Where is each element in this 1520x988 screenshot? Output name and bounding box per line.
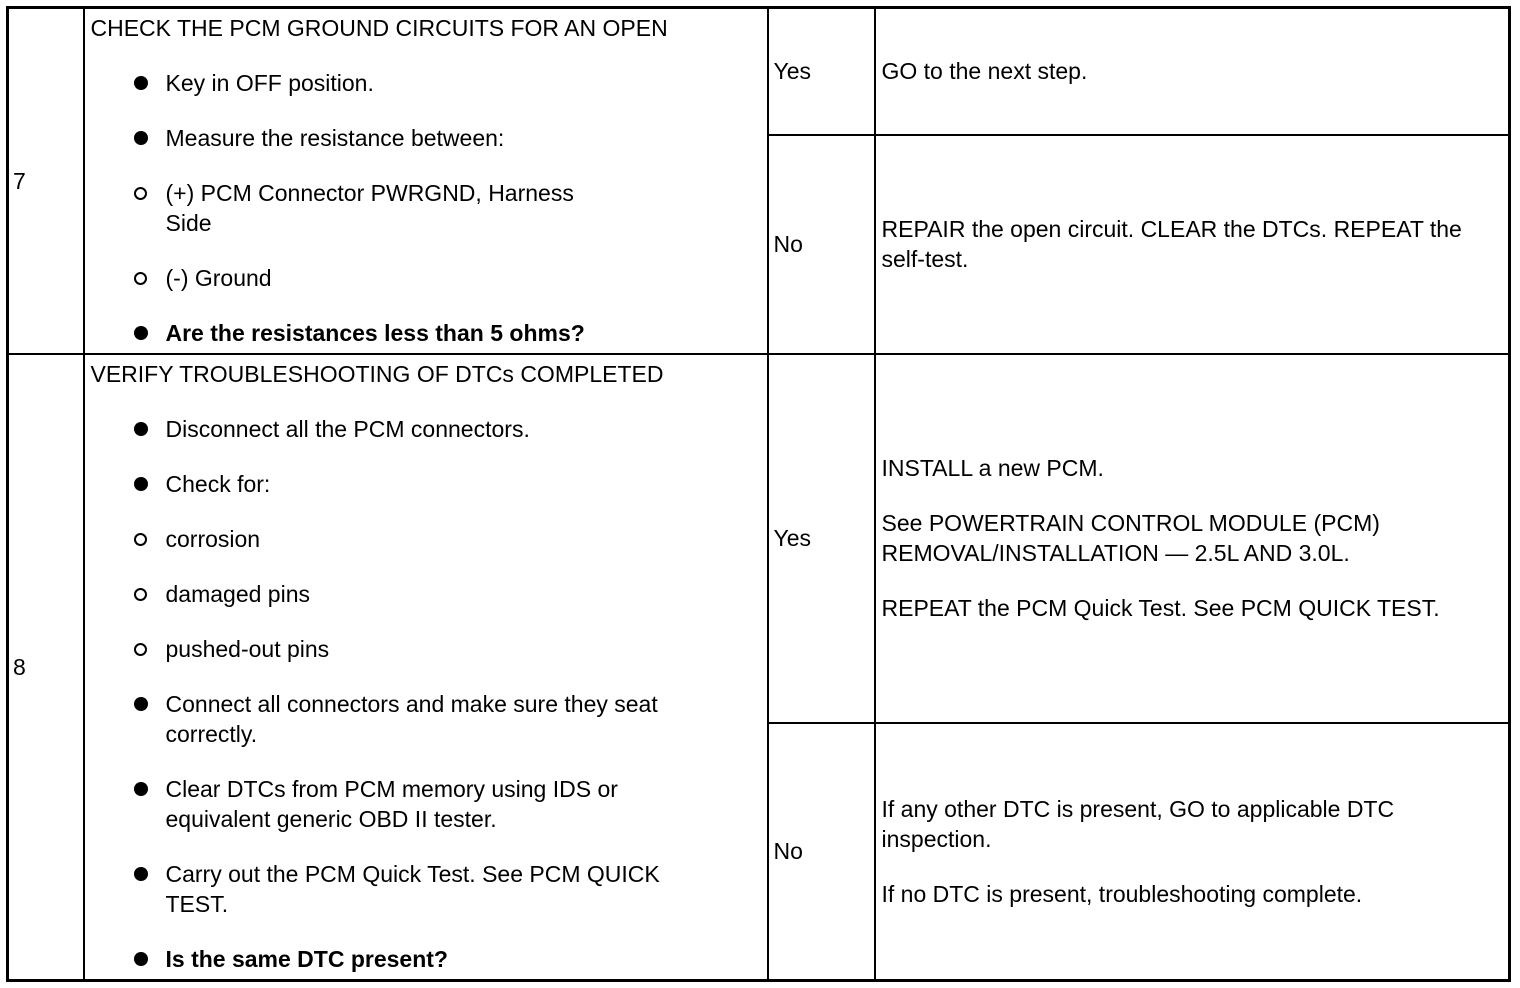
step-7-question: Are the resistances less than 5 ohms? (165, 320, 585, 346)
list-item: pushed-out pins (91, 634, 757, 664)
step-8-heading: VERIFY TROUBLESHOOTING OF DTCs COMPLETED (90, 360, 664, 387)
step-7-no-label: No (768, 135, 875, 354)
bullet-circle-icon (134, 533, 147, 546)
step-8-yes-row (8, 354, 1510, 723)
step-7-number: 7 (8, 8, 84, 354)
step-7-yes-label: Yes (768, 8, 875, 135)
step-7-question-list (91, 318, 757, 348)
step-8-number: 8 (8, 354, 84, 981)
list-item: Check for: (91, 469, 757, 499)
list-item: Disconnect all the PCM connectors. (91, 414, 757, 444)
bullet-dot-icon (134, 952, 148, 966)
bullet-circle-icon (134, 272, 147, 285)
bullet-dot-icon (134, 422, 148, 436)
step-8-bullets-cont (91, 689, 757, 974)
step-8-yes-action: INSTALL a new PCM. See POWERTRAIN CONTROL MODULE (PCM) REMOVAL/INSTALLATION — 2.5L AND 3.0L. REPEAT the PCM Quick Test. See PCM QUICK TEST. (875, 354, 1510, 723)
bullet-dot-icon (134, 131, 148, 145)
step-8-no-action: If any other DTC is present, GO to applicable DTC inspection. If no DTC is present, troubleshooting complete. (875, 723, 1510, 981)
step-8-no-label: No (768, 723, 875, 981)
list-item: Clear DTCs from PCM memory using IDS or equivalent generic OBD II tester. (91, 774, 757, 834)
step-8-sub-bullets (91, 524, 757, 664)
bullet-circle-icon (134, 588, 147, 601)
list-item: corrosion (91, 524, 757, 554)
step-8-question: Is the same DTC present? (165, 945, 448, 972)
list-item: (-) Ground (91, 263, 757, 293)
bullet-dot-icon (134, 782, 148, 796)
list-item: Key in OFF position. (91, 68, 757, 98)
list-item (91, 944, 757, 974)
bullet-dot-icon (134, 867, 148, 881)
bullet-dot-icon (134, 477, 148, 491)
bullet-dot-icon (134, 326, 148, 340)
step-7-bullets (91, 68, 757, 153)
list-item: Carry out the PCM Quick Test. See PCM QUICK TEST. (91, 859, 757, 919)
bullet-dot-icon (134, 697, 148, 711)
list-item (91, 318, 757, 348)
step-7-yes-action: GO to the next step. (875, 8, 1510, 135)
bullet-circle-icon (134, 187, 147, 200)
list-item: Connect all connectors and make sure they seat correctly. (91, 689, 757, 749)
step-7-sub-bullets (91, 178, 757, 293)
step-7-action-cell (84, 8, 768, 354)
bullet-dot-icon (134, 76, 148, 90)
list-item: damaged pins (91, 579, 757, 609)
step-7-no-action: REPAIR the open circuit. CLEAR the DTCs. REPEAT the self-test. (875, 135, 1510, 354)
step-7-heading: CHECK THE PCM GROUND CIRCUITS FOR AN OPEN (90, 15, 668, 41)
step-8-bullets (91, 414, 757, 499)
list-item: Measure the resistance between: (91, 123, 757, 153)
step-8-yes-label: Yes (768, 354, 875, 723)
step-7-yes-row (8, 8, 1510, 135)
step-8-action-cell (84, 354, 768, 981)
bullet-circle-icon (134, 643, 147, 656)
list-item: (+) PCM Connector PWRGND, Harness Side (91, 178, 757, 238)
diagnostic-table (6, 6, 1511, 982)
